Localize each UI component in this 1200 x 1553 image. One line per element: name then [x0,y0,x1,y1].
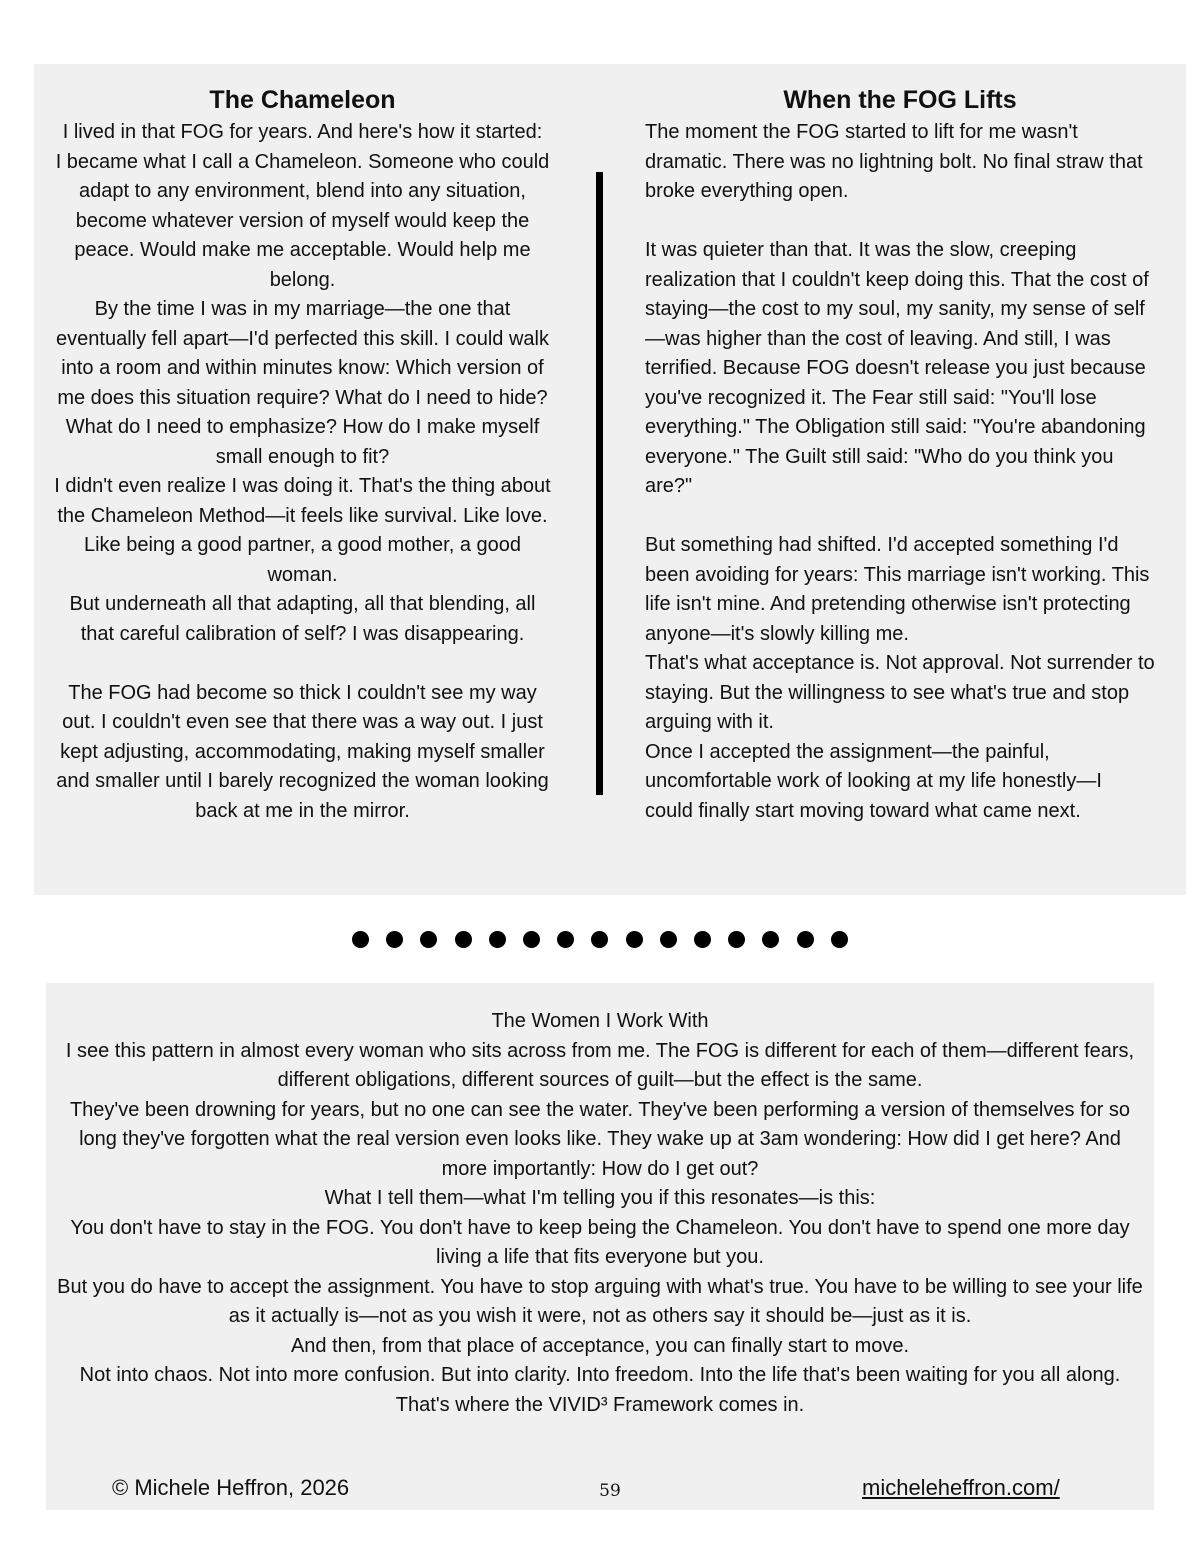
column-divider [596,172,603,795]
left-column-title: The Chameleon [209,86,396,114]
bottom-text [56,1007,1144,1420]
bottom-paragraph: But you do have to accept the assignment. You have to stop arguing with what's true. You have to be willing to see your life as it actually is—not as you wish it were, not as others say it should be—just as it is. [57,1275,1143,1327]
separator-dot [728,931,745,948]
left-column [54,84,551,826]
separator-dot [557,931,574,948]
separator-dot [762,931,779,948]
separator-dot [591,931,608,948]
separator-dot [694,931,711,948]
right-column-title: When the FOG Lifts [783,86,1017,114]
separator-dot [386,931,403,948]
dot-separator [352,928,848,950]
bottom-paragraph: What I tell them—what I'm telling you if this resonates—is this: [324,1187,876,1209]
paragraph-gap [54,649,551,679]
section-heading: The Women I Work With [491,1010,709,1032]
left-paragraph: But underneath all that adapting, all that blending, all that careful calibration of self? I was disappearing. [69,593,536,645]
right-paragraph: But something had shifted. I'd accepted something I'd been avoiding for years: This marriage isn't working. This life isn't mine. And pretending otherwise isn't protecting anyone—it's slowly killing me. [645,534,1150,645]
right-paragraph: Once I accepted the assignment—the painful, uncomfortable work of looking at my life honestly—I could finally start moving toward what came next. [645,740,1102,822]
separator-dot [352,931,369,948]
left-paragraph: The FOG had become so thick I couldn't see my way out. I couldn't even see that there was a way out. I just kept adjusting, accommodating, making myself smaller and smaller until I barely recognized the woman looking back at me in the mirror. [56,681,549,822]
right-paragraph: It was quieter than that. It was the slow, creeping realization that I couldn't keep doing this. That the cost of staying—the cost to my soul, my sanity, my sense of self—was higher than the cost of leaving. And still, I was terrified. Because FOG doesn't release you just because you've recognized it. The Fear still said: "You'll lose everything." The Obligation still said: "You're abandoning everyone." The Guilt still said: "Who do you think you are?" [645,239,1149,497]
separator-dot [523,931,540,948]
page-number: 59 [599,1481,621,1501]
separator-dot [489,931,506,948]
bottom-paragraph: And then, from that place of acceptance, you can finally start to move. [290,1334,910,1357]
paragraph-gap [645,502,1155,532]
separator-dot [420,931,437,948]
left-paragraph: I didn't even realize I was doing it. That's the thing about the Chameleon Method—it feels like survival. Like love. Like being a good partner, a good mother, a good woman. [54,475,551,586]
footer-copyright: © Michele Heffron, 2026 [112,1475,350,1500]
right-paragraph: That's what acceptance is. Not approval. Not surrender to staying. But the willingness to see what's true and stop arguing with it. [645,652,1155,733]
separator-dot [626,931,643,948]
separator-dot [660,931,677,948]
bottom-panel [46,983,1154,1510]
left-paragraph: I became what I call a Chameleon. Someone who could adapt to any environment, blend into any situation, become whatever version of myself would keep the peace. Would make me acceptable. Would help me belong. [55,150,550,291]
bottom-paragraph: You don't have to stay in the FOG. You don't have to keep being the Chameleon. You don't have to spend one more day living a life that fits everyone but you. [70,1216,1130,1268]
right-paragraph: The moment the FOG started to lift for me wasn't dramatic. There was no lightning bolt. No final straw that broke everything open. [645,121,1143,202]
bottom-paragraph: That's where the VIVID³ Framework comes in. [395,1393,805,1416]
left-paragraph: By the time I was in my marriage—the one that eventually fell apart—I'd perfected this skill. I could walk into a room and within minutes know: Which version of me does this situation require? What do I need to hide? What do I need to emphasize? How do I make myself small enough to fit? [56,298,549,468]
bottom-paragraph: Not into chaos. Not into more confusion. But into clarity. Into freedom. Into the life that's been waiting for you all along. [79,1364,1121,1386]
left-paragraph: I lived in that FOG for years. And here's how it started: [62,121,543,143]
top-panel [34,64,1186,895]
right-column [645,84,1155,826]
bottom-paragraph: They've been drowning for years, but no one can see the water. They've been performing a version of themselves for so long they've forgotten what the real version even looks like. They wake up at 3am wondering: How did I get here? And more importantly: How do I get out? [69,1098,1131,1180]
separator-dot [831,931,848,948]
bottom-paragraph: I see this pattern in almost every woman who sits across from me. The FOG is different for each of them—different fears, different obligations, different sources of guilt—but the effect is the same. [65,1039,1135,1091]
separator-dot [455,931,472,948]
separator-dot [797,931,814,948]
paragraph-gap [645,207,1155,237]
website-link[interactable]: micheleheffron.com/ [862,1475,1060,1500]
